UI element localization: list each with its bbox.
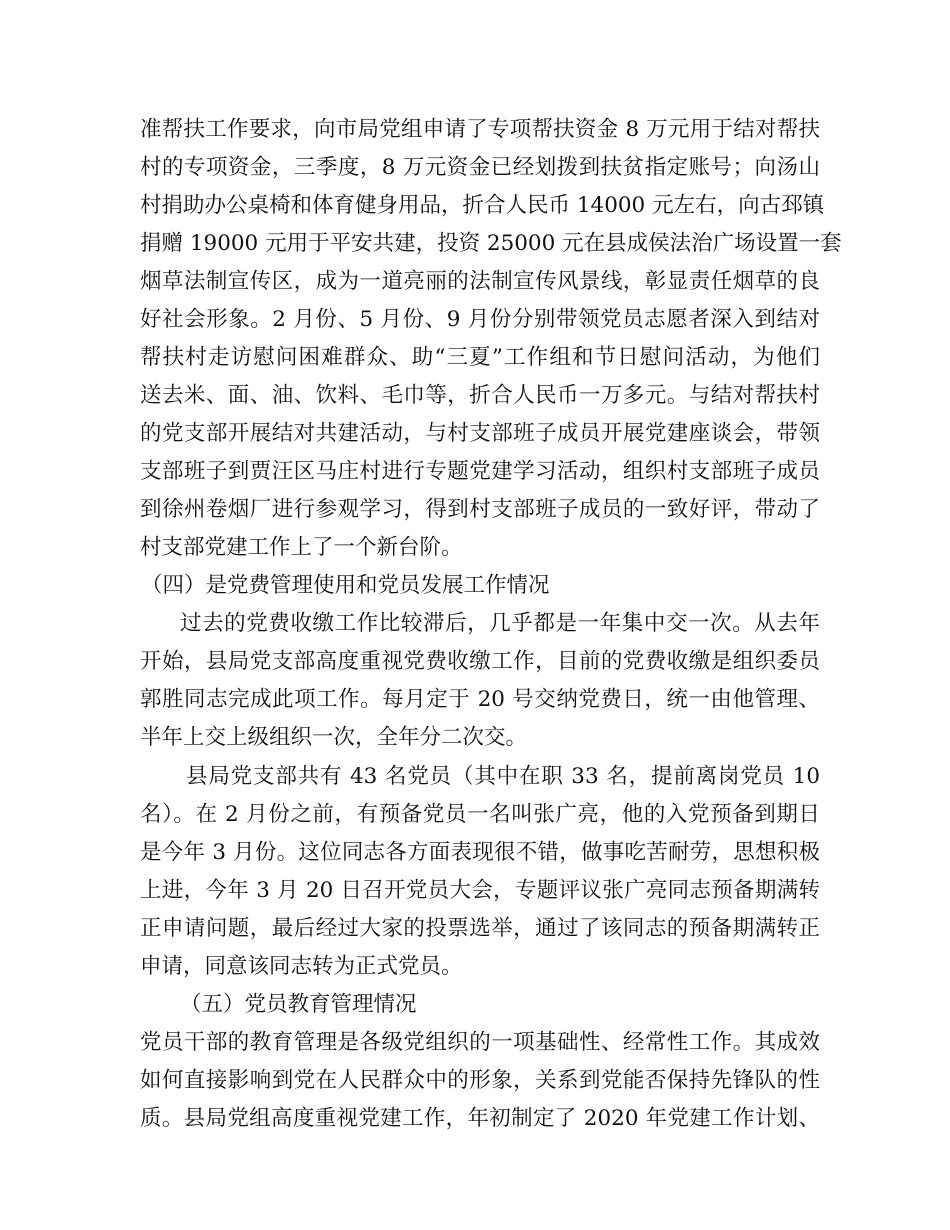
- paragraph-end-line: 村支部党建工作上了一个新台阶。: [140, 535, 463, 560]
- section-heading: （四）是党费管理使用和党员发展工作情况: [141, 573, 550, 598]
- text-line: 到徐州卷烟厂进行参观学习，得到村支部班子成员的一致好评，带动了: [140, 497, 820, 522]
- text-line: 的党支部开展结对共建活动，与村支部班子成员开展党建座谈会，带领: [140, 421, 820, 446]
- paragraph-end-line: 申请，同意该同志转为正式党员。: [140, 954, 463, 979]
- text-line: 正申请问题，最后经过大家的投票选举，通过了该同志的预备期满转正: [140, 916, 820, 941]
- text-line: 帮扶村走访慰问困难群众、助“三夏”工作组和节日慰问活动，为他们: [140, 345, 820, 370]
- text-line: 名）。在 2 月份之前，有预备党员一名叫张广亮，他的入党预备到期日: [140, 802, 820, 827]
- text-line: 开始，县局党支部高度重视党费收缴工作，目前的党费收缴是组织委员: [140, 649, 820, 674]
- text-line: 支部班子到贾汪区马庄村进行专题党建学习活动，组织村支部班子成员: [140, 459, 820, 484]
- section-heading: （五）党员教育管理情况: [180, 992, 417, 1017]
- paragraph-first-line: 县局党支部共有 43 名党员（其中在职 33 名，提前离岗党员 10: [186, 764, 820, 789]
- text-line: 村的专项资金，三季度，8 万元资金已经划拨到扶贫指定账号；向汤山: [140, 155, 820, 180]
- text-line: 质。县局党组高度重视党建工作，年初制定了 2020 年党建工作计划、: [140, 1106, 820, 1131]
- text-line: 捐赠 19000 元用于平安共建，投资 25000 元在县成侯法治广场设置一套: [140, 231, 842, 256]
- text-line: 如何直接影响到党在人民群众中的形象，关系到党能否保持先锋队的性: [140, 1068, 820, 1093]
- text-line: 是今年 3 月份。这位同志各方面表现很不错，做事吃苦耐劳，思想积极: [140, 840, 820, 865]
- text-line: 好社会形象。2 月份、5 月份、9 月份分别带领党员志愿者深入到结对: [140, 307, 820, 332]
- paragraph-first-line: 过去的党费收缴工作比较滞后，几乎都是一年集中交一次。从去年: [180, 611, 820, 636]
- text-line: 烟草法制宣传区，成为一道亮丽的法制宣传风景线，彰显责任烟草的良: [140, 269, 820, 294]
- text-line: 送去米、面、油、饮料、毛巾等，折合人民币一万多元。与结对帮扶村: [140, 383, 820, 408]
- text-line: 准帮扶工作要求，向市局党组申请了专项帮扶资金 8 万元用于结对帮扶: [140, 117, 820, 142]
- text-line: 党员干部的教育管理是各级党组织的一项基础性、经常性工作。其成效: [140, 1030, 820, 1055]
- text-line: 郭胜同志完成此项工作。每月定于 20 号交纳党费日，统一由他管理、: [140, 687, 820, 712]
- paragraph-end-line: 半年上交上级组织一次，全年分二次交。: [140, 725, 528, 750]
- text-line: 上进，今年 3 月 20 日召开党员大会，专题评议张广亮同志预备期满转: [140, 878, 820, 903]
- text-line: 村捐助办公桌椅和体育健身用品，折合人民币 14000 元左右，向古邳镇: [140, 193, 825, 218]
